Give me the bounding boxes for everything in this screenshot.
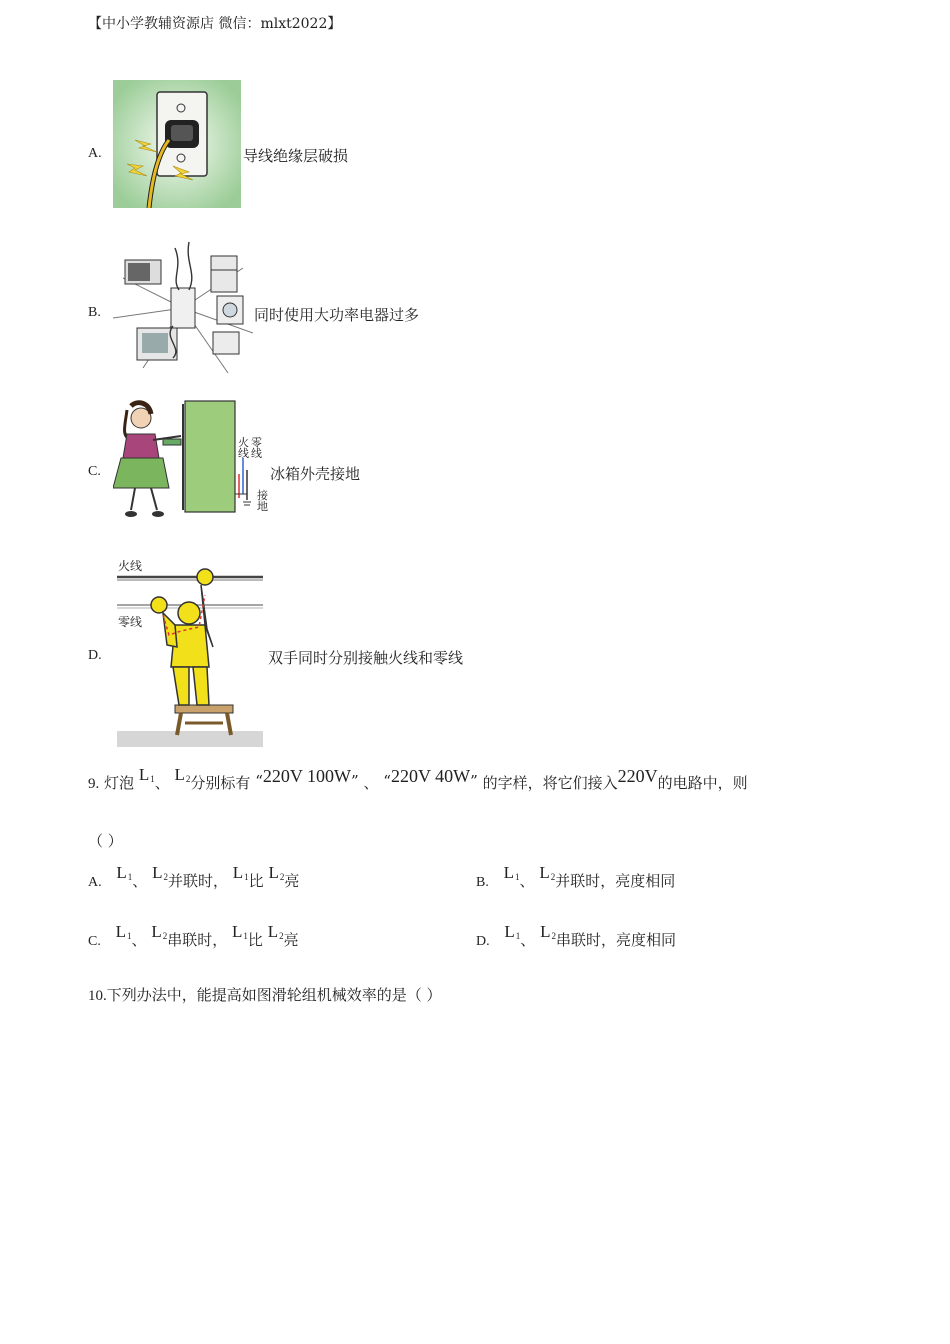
figure-touching-both-wires bbox=[117, 555, 263, 747]
option-b-text: 同时使用大功率电器过多 bbox=[254, 306, 420, 324]
question-9-stem: 9. 灯泡 $L_1$、 $L_2$分别标有 “220V 100W” 、 “220V 40W” 的字样，将它们接入220V的电路中，则 bbox=[88, 765, 748, 792]
symbol-l2: $L_2$ bbox=[174, 765, 191, 784]
label-neutral-wire: 零线 bbox=[251, 436, 262, 460]
page-header: 【中小学教辅资源店 微信：mlxt2022】 bbox=[88, 16, 342, 32]
label-live-wire: 火线 bbox=[238, 436, 249, 460]
label-d-live-wire: 火线 bbox=[118, 559, 143, 573]
option-c-text: 冰箱外壳接地 bbox=[270, 465, 361, 483]
rating-l1: 220V 100W bbox=[262, 766, 352, 786]
label-ground-wire: 接地 bbox=[257, 489, 268, 513]
q9-option-c[interactable]: C. $L_1$、 $L_2$串联时， $L_1$比 $L_2$亮 bbox=[88, 922, 299, 949]
q10-text: 下列办法中，能提高如图滑轮组机械效率的是（ ） bbox=[106, 986, 442, 1004]
q9-text-part3: 的字样，将它们接入 bbox=[482, 774, 618, 792]
option-a-text: 导线绝缘层破损 bbox=[243, 147, 349, 165]
option-c-letter: C. bbox=[88, 464, 101, 479]
option-b-letter: B. bbox=[88, 305, 101, 320]
option-d-text: 双手同时分别接触火线和零线 bbox=[268, 649, 464, 667]
option-a-letter: A. bbox=[88, 146, 102, 161]
label-d-neutral-wire: 零线 bbox=[118, 615, 143, 629]
question-10-stem bbox=[88, 984, 442, 1005]
figure-broken-insulation bbox=[113, 80, 241, 208]
q9-text-part2: 分别标有 bbox=[190, 774, 251, 792]
q9-option-a[interactable]: A. $L_1$、 $L_2$并联时， $L_1$比 $L_2$亮 bbox=[88, 863, 300, 890]
q9-text-part4: 的电路中，则 bbox=[657, 774, 748, 792]
rating-l2: 220V 40W bbox=[390, 766, 471, 786]
q9-option-b[interactable]: B. $L_1$、 $L_2$并联时，亮度相同 bbox=[476, 863, 676, 890]
question-9-number: 9. bbox=[88, 776, 100, 792]
q9-option-d[interactable]: D. $L_1$、 $L_2$串联时，亮度相同 bbox=[476, 922, 676, 949]
figure-overloaded-outlet bbox=[113, 238, 253, 376]
question-10-number: 10. bbox=[88, 988, 107, 1004]
symbol-l1: $L_1$ bbox=[138, 765, 155, 784]
supply-voltage: 220V bbox=[617, 766, 658, 786]
q9-text-part1: 灯泡 bbox=[104, 774, 135, 792]
q9-separator: 、 bbox=[154, 774, 170, 792]
question-9-answer-paren: （ ） bbox=[88, 832, 123, 850]
option-d-letter: D. bbox=[88, 648, 102, 663]
